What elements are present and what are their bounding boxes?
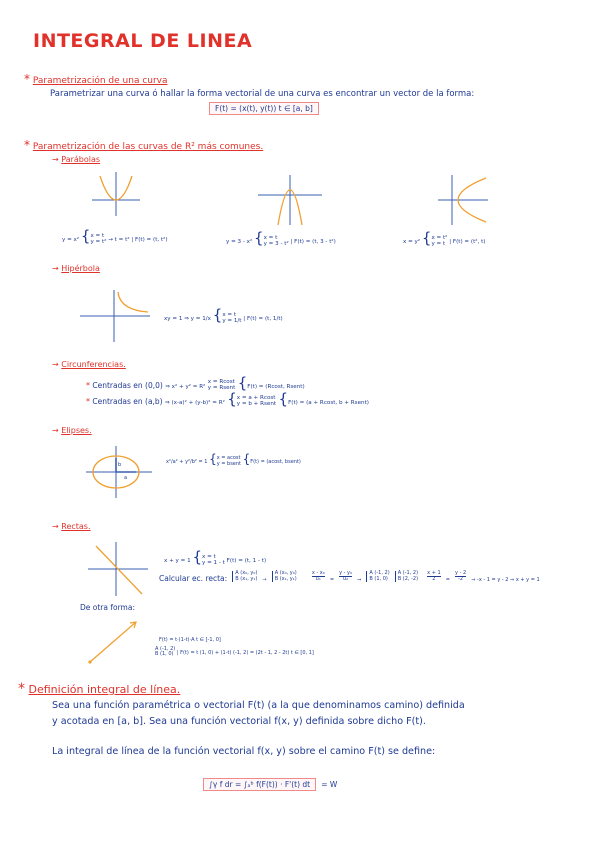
rectas-label-row [52,522,91,531]
recta-x: x = t [202,553,216,560]
line-segment-graph [86,618,142,666]
ellipse-y: y = bsent [216,460,242,467]
asterisk-icon: * [24,72,30,86]
circ-2-label: Centradas en (a,b) [92,397,163,406]
parabola-3-eq: x = y² {x = t² y = t | F(t) = (t², t) [403,229,486,247]
elipses-label: Elipses. [61,426,92,435]
recta-eq: x + y = 1 {x = t y = 1 - t F(t) = (t, 1 - t) [164,548,267,566]
param-description [50,89,474,99]
circ-centered-origin: * Centradas en (0,0) ⇒ x² + y² = R² x = Rcost y = Rsent {F(t) = (Rcost, Rsent) [86,374,305,392]
definition-formula-row [203,772,337,791]
recta-ex-b: B (1, 0) [369,575,388,582]
circ-2-result: F(t) = (a + Rcost, b + Rsent) [288,400,369,406]
ellipse-graph [86,446,152,498]
recta-calc-row: Calcular ec. recta: A (x₀, y₀) B (x₁, y₁) → A (x₀, y₀) B (x₁, y₁) $\frac{\text{x - x₀}}{\text{u₁}}$ = $\frac{\text{y - y₀}}{\text{u₂}}$ ⇒ A (-1, 2) B (1, 0) A (-1, 2) B (2, -2) $\frac{x + 1}{2}$ = $\frac{y - 2}{-2}$ ⇒ -x - 1 = y - 2 ⇒ x + y = 1 [159,570,540,583]
ellipse-equation: x²/a² + y²/b² = 1 [166,459,208,465]
section-heading: Definición integral de línea. [28,683,181,696]
parabola-3-equation: x = y² [403,239,421,245]
recta-ex-b2: B (2, -2) [397,575,419,582]
definition-formula-tail: = W [321,780,338,789]
definition-formula-box: ∫γ f dr = ∫ₐᵇ f(F(t)) · F'(t) dt [203,778,316,791]
parabola-down-graph [258,175,322,225]
parabola-2-eq: y = 3 - x² {x = t y = 3 - t² | F(t) = (t, 3 - t²) [226,229,336,247]
arrow-right-icon: → [52,360,59,369]
param-formula-box: F(t) = (x(t), y(t)) t ∈ [a, b] [209,102,319,115]
definition-p2: La integral de línea de la función vectorial f(x, y) sobre el camino F(t) se define: [52,746,436,757]
parabola-2-equation: y = 3 - x² [226,239,253,245]
page-title: INTEGRAL DE LINEA [33,30,253,52]
parabola-side-graph [438,175,488,225]
parabola-up-graph [92,172,140,216]
recta-equation: x + y = 1 [164,558,191,564]
circ-1-x: x = Rcost [207,379,235,386]
asterisk-icon: * [18,681,25,697]
parabolas-label: Parábolas [61,155,101,164]
circunferencias-label-row [52,360,126,369]
arrow-right-icon: → [52,522,59,531]
circ-1-equation: ⇒ x² + y² = R² [165,384,206,390]
recta-ex-frac2-den: -2 [458,576,464,582]
recta-other-a: A (-1, 2) [155,646,176,652]
recta-other-2 [155,647,314,658]
recta-ex-a: A (-1, 2) [369,570,390,577]
circ-centered-ab: * Centradas en (a,b) ⇒ (x-a)² + (y-b)² = R² {x = a + Rcost y = b + Rsent {F(t) = (a + Rcost, b + Rsent) [86,390,369,408]
recta-frac2-num: y - y₀ [339,570,353,576]
parabola-2-y: y = 3 - t² [263,240,289,247]
recta-frac2-den: u₂ [342,576,349,582]
ellipse-label-b: b [118,462,122,468]
parabola-1-y: y = t² [90,238,107,245]
recta-other-1: F(t) = t·(1-t)·A t ∈ [-1, 0] [159,637,221,643]
parabola-1-equation: y = x² [62,237,80,243]
recta-calc-label: Calcular ec. recta: [159,574,228,583]
bullet-icon: * [86,397,90,406]
ellipse-label-a: a [124,475,128,481]
asterisk-icon: * [24,138,30,152]
section-definicion [18,681,180,697]
hiperbola-eq: xy = 1 ⇒ y = 1/x {x = t y = 1/t | F(t) = (t, 1/t) [164,306,283,324]
recta-calc-a2: A (x₀, y₀) [274,570,297,577]
circ-1-y: y = Rsent [207,385,236,391]
param-text-3: de una curva es [264,89,333,99]
bullet-icon: * [86,381,90,390]
recta-y: y = 1 - t [202,559,225,566]
circ-1-result: F(t) = (Rcost, Rsent) [247,384,305,390]
parabola-2-x: x = t [263,234,278,241]
section-parametrizacion [24,72,168,86]
recta-other-result: | F(t) = t (1, 0) + (1-t) (-1, 2) = (2t - 1, 2 - 2t) t ∈ [0, 1] [176,649,314,656]
circ-2-x: x = a + Rcost [236,395,276,402]
ellipse-eq: x²/a² + y²/b² = 1 {x = acost y = bsent {F(t) = (acost, bsent) [166,452,301,467]
recta-result: F(t) = (t, 1 - t) [226,558,267,564]
circunferencias-label: Circunferencias. [61,360,126,369]
rectas-label: Rectas. [61,522,91,531]
circ-2-equation: ⇒ (x-a)² + (y-b)² = R² [165,400,225,406]
arrow-right-icon: → [52,155,59,164]
parabola-3-x: x = t² [431,234,448,241]
recta-ex-frac2-num: y - 2 [455,570,467,576]
definition-p1-line1: Sea una función paramétrica o vectorial F(t) (a la que denominamos camino) definida [52,700,465,711]
section-heading: Parametrización de una curva [32,76,168,86]
ellipse-result: F(t) = (acost, bsent) [250,459,301,465]
recta-calc-a: A (x₀, y₀) [235,570,258,577]
parabola-1-eq: y = x² {x = t y = t² → t = t² | F(t) = (t, t²) [62,227,168,245]
recta-calc-b2: B (x₁, y₁) [274,575,297,582]
recta-ex-frac1-num: x + 1 [427,570,441,576]
recta-frac1-num: x - x₀ [311,570,325,576]
recta-other-label: De otra forma: [80,603,135,612]
parabolas-label-row [52,155,100,164]
line-graph [88,542,148,596]
recta-calc-b: B (x₁, y₁) [235,575,258,582]
parabola-1-result: → t = t² | F(t) = (t, t²) [108,237,168,243]
parabola-1-x: x = t [90,232,105,239]
circ-1-label: Centradas en (0,0) [92,381,163,390]
hiperbola-y: y = 1/t [222,317,242,324]
hiperbola-label: Hipérbola [61,264,100,273]
hiperbola-label-row [52,264,100,273]
recta-frac1-den: u₁ [315,576,321,582]
recta-ex-result: ⇒ -x - 1 = y - 2 ⇒ x + y = 1 [471,577,540,583]
parabola-3-result: | F(t) = (t², t) [449,239,486,245]
definition-p1-line2: y acotada en [a, b]. Sea una función vectorial f(x, y) definida sobre dicho F(t). [52,716,426,727]
hiperbola-x: x = t [222,311,237,318]
circ-2-y: y = b + Rsent [236,401,277,407]
recta-other-b: B (1, 0) [155,651,174,658]
param-text-1: Parametrizar una curva ó hallar la [50,89,195,99]
recta-calc-equals: = [329,577,335,583]
param-text-4: encontrar un vector de la forma: [335,89,475,99]
arrow-right-icon: → [52,264,59,273]
hiperbola-equation: xy = 1 ⇒ y = 1/x [164,316,211,322]
hiperbola-result: | F(t) = (t, 1/t) [243,316,283,322]
recta-ex-frac1-den: 2 [432,576,436,582]
section-curvas-comunes [24,138,263,152]
arrow-right-icon: → [52,426,59,435]
section-heading: Parametrización de las curvas de R² más comunes. [32,142,264,152]
recta-ex-a2: A (-1, 2) [397,570,419,577]
elipses-label-row [52,426,92,435]
param-text-2: forma vectorial [197,89,262,99]
parabola-3-y: y = t [431,240,446,247]
hiperbola-graph [80,290,150,342]
ellipse-x: x = acost [216,455,241,462]
parabola-2-result: | F(t) = (t, 3 - t²) [290,239,336,245]
